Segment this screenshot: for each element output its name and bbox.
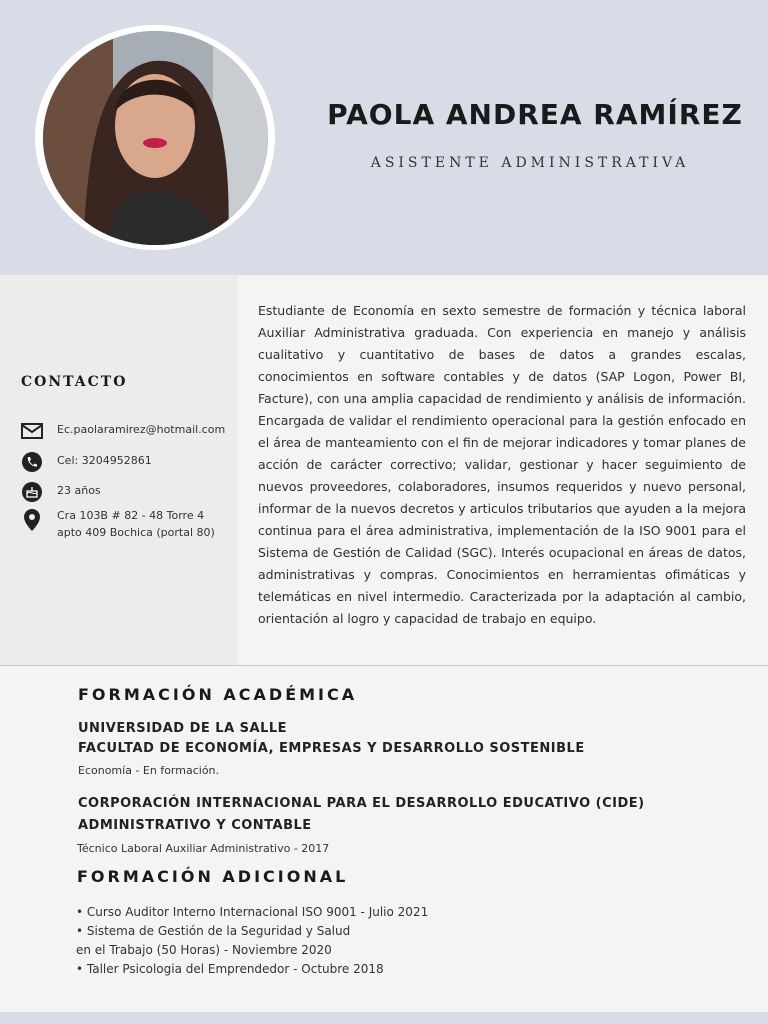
additional-training-list (76, 903, 428, 979)
location-pin-icon (20, 508, 44, 532)
education-item-1-line2: FACULTAD DE ECONOMÍA, EMPRESAS Y DESARROLLO SOSTENIBLE (78, 741, 585, 756)
education-item-2-detail: Técnico Laboral Auxiliar Administrativo - 2017 (77, 842, 330, 855)
cake-icon (20, 480, 44, 504)
contact-heading: CONTACTO (21, 374, 128, 390)
section-divider (0, 665, 768, 666)
contact-address-line2: apto 409 Bochica (portal 80) (57, 526, 215, 539)
candidate-name: PAOLA ANDREA RAMÍREZ (327, 98, 743, 131)
education-item-2-line2: ADMINISTRATIVO Y CONTABLE (78, 818, 312, 833)
education-item-1-line1: UNIVERSIDAD DE LA SALLE (78, 721, 288, 736)
candidate-role: ASISTENTE ADMINISTRATIVA (370, 155, 690, 171)
envelope-icon (20, 419, 44, 443)
list-item: • Taller Psicologia del Emprendedor - Octubre 2018 (76, 962, 384, 976)
phone-icon (20, 450, 44, 474)
profile-summary: Estudiante de Economía en sexto semestre de formación y técnica laboral Auxiliar Administrativa graduada. Con experiencia en manejo y análisis cualitativo y cuantitativo de bases de datos a grandes escalas, conocimientos en software contables y de datos (SAP Logon, Power BI, Facture), con una amplia capacidad de rendimiento y análisis de información. Encargada de validar el rendimiento operacional para la gestión enfocado en el área de manteamiento con el fin de mejorar indicadores y tomar planes de acción de carácter correctivo; validar, gestionar y hacer seguimiento de nuevos proveedores, colaboradores, insumos requeridos y nuevo personal, informar de la nuevos decretos y articulos tributarios que ayuden a la mejora continua para el área administrativa, implementación de la ISO 9001 para el Sistema de Gestión de Calidad (SGC). Interés ocupacional en áreas de datos, administrativas y compras. Conocimientos en herramientas ofimáticas y telemáticas en nivel intermedio. Caracterizada por la adaptación al cambio, orientación al logro y capacidad de trabajo en equipo. (258, 303, 746, 626)
profile-photo (43, 31, 268, 245)
contact-phone-text: Cel: 3204952861 (57, 454, 152, 467)
education-heading: FORMACIÓN ACADÉMICA (78, 685, 358, 704)
footer-band (0, 1012, 768, 1024)
list-item: • Sistema de Gestión de la Seguridad y Salud (76, 924, 351, 938)
education-item-1-detail: Economía - En formación. (78, 764, 220, 777)
contact-age-text: 23 años (57, 484, 101, 497)
contact-email-text[interactable]: Ec.paolaramirez@hotmail.com (57, 423, 226, 436)
contact-address-line1: Cra 103B # 82 - 48 Torre 4 (57, 509, 205, 522)
education-item-2-line1: CORPORACIÓN INTERNACIONAL PARA EL DESARROLLO EDUCATIVO (CIDE) (78, 796, 645, 811)
list-item: • Curso Auditor Interno Internacional ISO 9001 - Julio 2021 (76, 905, 429, 919)
additional-training-heading: FORMACIÓN ADICIONAL (77, 867, 349, 886)
list-item: en el Trabajo (50 Horas) - Noviembre 2020 (76, 943, 332, 957)
